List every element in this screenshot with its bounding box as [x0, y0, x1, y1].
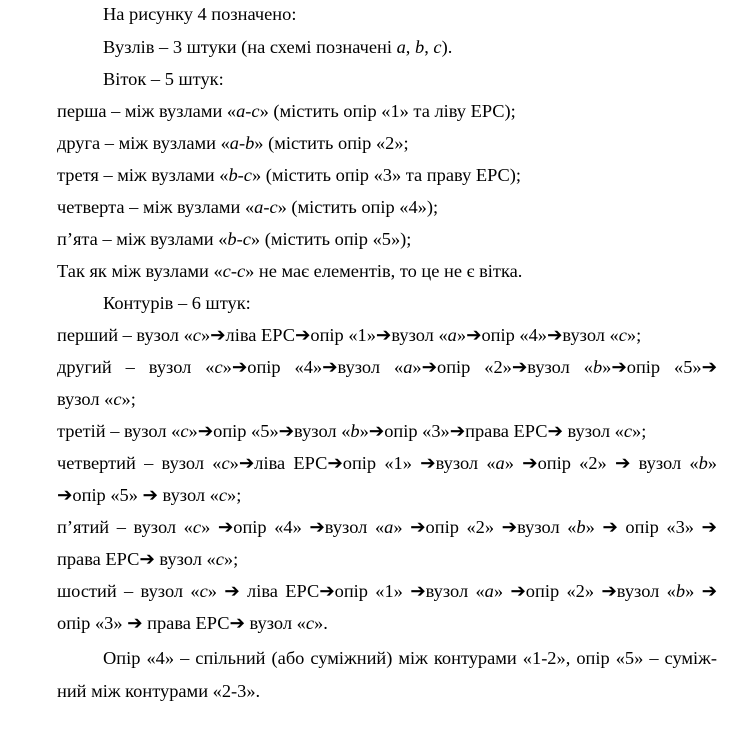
contour-line-continuation: ➔опір «5» ➔ вузол «c»; [57, 485, 242, 505]
contour-line-continuation: опір «3» ➔ права ЕРС➔ вузол «c». [57, 613, 328, 633]
branches-heading: Віток – 5 штук: [103, 69, 224, 89]
contour-line: перший – вузол «c»➔ліва ЕРС➔опір «1»➔вузол «a»➔опір «4»➔вузол «c»; [57, 325, 642, 345]
contour-line: третій – вузол «c»➔опір «5»➔вузол «b»➔опір «3»➔права ЕРС➔ вузол «c»; [57, 421, 647, 441]
contour-line: четвертий – вузол «c»➔ліва ЕРС➔опір «1» ➔вузол «a» ➔опір «2» ➔ вузол «b» [57, 453, 717, 473]
contour-line: шостий – вузол «c» ➔ ліва ЕРС➔опір «1» ➔вузол «a» ➔опір «2» ➔вузол «b» ➔ [57, 581, 717, 601]
contour-line: п’ятий – вузол «c» ➔опір «4» ➔вузол «a» ➔опір «2» ➔вузол «b» ➔ опір «3» ➔ [57, 517, 717, 537]
branch-line: друга – між вузлами «a-b» (містить опір «2»; [57, 133, 409, 153]
contours-heading: Контурів – 6 штук: [103, 293, 251, 313]
conclusion-line-continuation: ний між контурами «2-3». [57, 681, 261, 701]
branch-line: четверта – між вузлами «a-c» (містить опір «4»); [57, 197, 439, 217]
no-branch-note: Так як між вузлами «c-c» не має елементів, то це не є вітка. [57, 261, 523, 281]
branch-line: перша – між вузлами «a-c» (містить опір «1» та ліву ЕРС); [57, 101, 516, 121]
conclusion-line: Опір «4» – спільний (або суміжний) між контурами «1-2», опір «5» – суміж- [103, 648, 717, 668]
contour-line-continuation: права ЕРС➔ вузол «c»; [57, 549, 239, 569]
contour-line: другий – вузол «c»➔опір «4»➔вузол «a»➔опір «2»➔вузол «b»➔опір «5»➔ [57, 357, 718, 377]
branch-line: п’ята – між вузлами «b-c» (містить опір «5»); [57, 229, 412, 249]
nodes-line: Вузлів – 3 штуки (на схемі позначені a, b, c). [103, 37, 453, 57]
branch-line: третя – між вузлами «b-c» (містить опір «3» та праву ЕРС); [57, 165, 522, 185]
intro-line: На рисунку 4 позначено: [103, 4, 297, 24]
contour-line-continuation: вузол «c»; [57, 389, 136, 409]
